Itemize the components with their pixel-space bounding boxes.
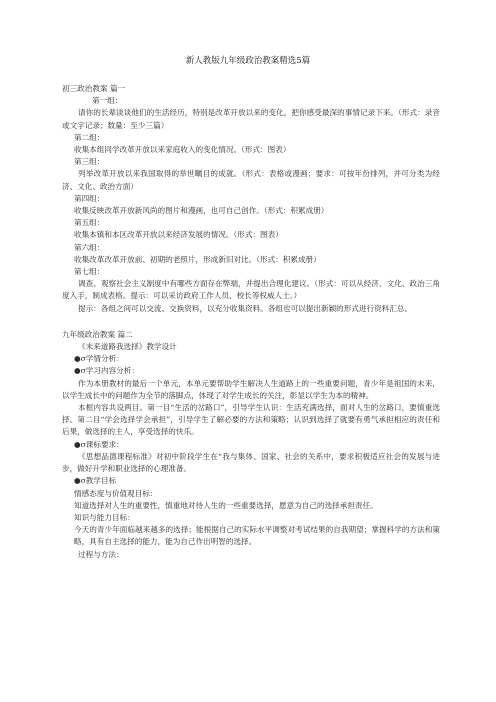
section-spacer — [62, 315, 440, 329]
content-paragraph-1: 作为本册教材的最后一个单元，本单元要帮助学生解决人生道路上的一些重要问题，青少年是祖国的未来，以学生成长中的问题作为全节的落脚点，体现了对学生成长的关注，彰显以学生为本的精神。 — [62, 378, 440, 400]
goal-knowledge-label: 知识与能力目标： — [74, 512, 135, 522]
group5-text: 收集本镇和本区改革开放以来经济发展的情况。（形式：图表） — [74, 230, 283, 240]
section2-heading: 九年级政治教案 篇二 — [62, 329, 133, 339]
group3-text: 列举改革开放以来我国取得的举世瞩目的成就。（形式：表格或漫画；要求：可按年份排列，并可分类为经济、文化、政治方面） — [62, 169, 440, 191]
goal-knowledge-text: 今天的青少年面临越来越多的选择；能根据自己的实际水平调整对考试结果的自我期望；掌握科学的方法和策略，具有自主选择的能力，能为自己作出明智的选择。 — [74, 525, 440, 547]
content-paragraph-2: 本框内容共设两目。第一目“生活的岔路口”，引导学生认识：生活充满选择，面对人生的岔路口，要慎重选择。第二目“学会选择学会承担”，引导学生了解必要的方法和策略；认识到选择了就要有勇气承担相应的责任和后果，做选择的主人，享受选择的快乐。 — [62, 403, 440, 437]
section1-heading: 初三政治教案 篇一 — [62, 84, 126, 93]
standards-bullet: ●σ课标要求： — [74, 439, 124, 449]
group4-label: 第四组： — [74, 193, 105, 203]
group2-text: 收集本组同学改革开放以来家庭收入的变化情况。（形式：图表） — [74, 145, 291, 155]
content-analysis-bullet: ●σ学习内容分析： — [74, 366, 139, 376]
goal-attitude-label: 情感态度与价值观目标： — [74, 488, 158, 498]
group3-label: 第三组： — [74, 157, 105, 167]
group5-label: 第五组： — [74, 218, 105, 228]
section1-tip: 提示：各组之间可以交流、交换资料，以充分收集资料。各组也可以提出新颖的形式进行资料汇总。 — [78, 303, 413, 313]
learner-analysis-bullet: ●σ学情分析： — [74, 354, 124, 364]
group6-text: 收集改革改革开放前、初期的老照片，形成新旧对比。（形式：积累成册） — [74, 254, 321, 264]
document-title: 新人教版九年级政治教案精选5篇 — [185, 56, 311, 66]
group1-text: 请你的长辈谈谈他们的生活经历，特别是改革开放以来的变化，把你感受最深的事情记录下来。（形式：录音或文字记录；数量：至少三篇） — [62, 108, 440, 130]
standards-paragraph: 《思想品德课程标准》对初中阶段学生在“我与集体、国家、社会的关系中，要求积极适应社会的发展与进步，做好升学和职业选择的心理准备。 — [62, 451, 440, 474]
group7-text: 调查、观察社会主义制度中有哪些方面存在弊端，并提出合理化建议。（形式：可以从经济、文化、政治三角度入手，制成表格。提示：可以采访政府工作人员、校长等权威人士。） — [62, 279, 440, 301]
group6-label: 第六组： — [74, 242, 105, 252]
document-body — [62, 83, 440, 561]
goal-process-label: 过程与方法： — [78, 549, 124, 559]
section2-subtitle: 《未来道路我选择》教学设计 — [78, 342, 177, 352]
goal-attitude-text: 知道选择对人生的重要性，慎重地对待人生的一些重要选择，愿意为自己的选择承担责任。 — [74, 500, 378, 510]
objectives-bullet: ●σ教学目标 — [74, 476, 117, 486]
group2-label: 第二组： — [74, 132, 105, 142]
group7-label: 第七组： — [74, 267, 105, 277]
group4-text: 收集反映改革开放新风尚的图片和漫画，也可自己创作。（形式：积累成册） — [74, 206, 329, 216]
group1-label: 第一组： — [92, 96, 123, 106]
